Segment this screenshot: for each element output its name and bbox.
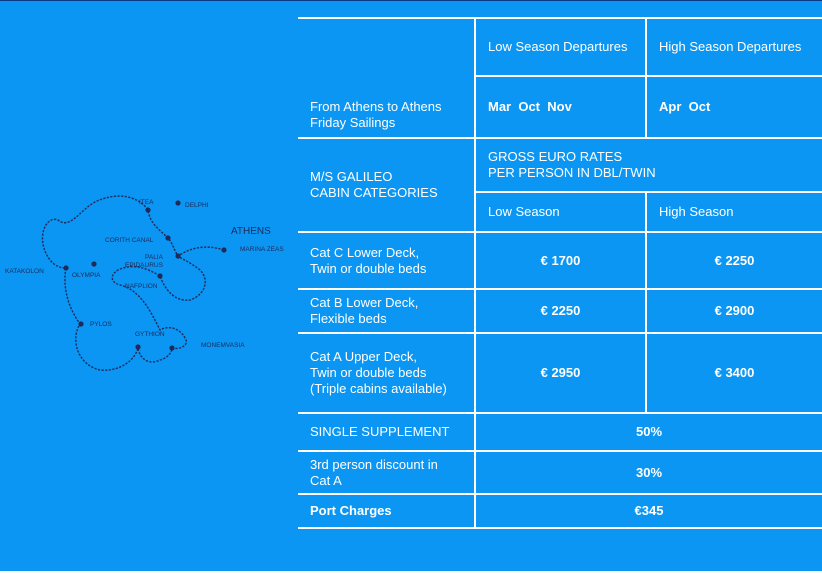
label-gythion: GYTHION <box>135 331 165 338</box>
single-supplement-label: SINGLE SUPPLEMENT <box>298 413 475 451</box>
low-season-months: Mar Oct Nov <box>475 76 646 138</box>
low-season-departures-header: Low Season Departures <box>475 18 646 76</box>
route-subtitle: Friday Sailings <box>310 115 396 130</box>
label-delphi: DELPHI <box>185 202 209 209</box>
high-season-months: Apr Oct <box>646 76 822 138</box>
third-person-line: Cat A <box>310 472 342 488</box>
high-season-header: High Season <box>646 192 822 232</box>
route-header-cell <box>298 18 475 138</box>
low-season-price: € 2950 <box>475 333 646 413</box>
label-katakolon: KATAKOLON <box>5 268 44 275</box>
rates-caption-line-2: PER PERSON IN DBL/TWIN <box>488 165 656 180</box>
cabin-label-line: Flexible beds <box>310 311 387 326</box>
cruise-route-map <box>0 190 290 390</box>
top-border <box>0 0 822 1</box>
gythion-dot <box>135 344 140 349</box>
epidaurus-dot <box>175 253 180 258</box>
label-corinth-canal: CORITH CANAL <box>105 237 154 244</box>
label-athens: ATHENS <box>231 226 271 237</box>
label-olympia: OLYMPIA <box>72 272 101 279</box>
port-charges-value: €345 <box>475 494 822 528</box>
olympia-dot <box>91 261 96 266</box>
cabin-label-line: Cat B Lower Deck, <box>310 295 419 310</box>
corinth-dot <box>165 235 170 240</box>
cabin-label <box>298 289 475 333</box>
cruise-rates-table <box>298 17 822 529</box>
rates-caption-line-1: GROSS EURO RATES <box>488 149 623 164</box>
high-season-price: € 3400 <box>646 333 822 413</box>
label-itea: ITEA <box>139 199 154 206</box>
low-season-header: Low Season <box>475 192 646 232</box>
nafplion-dot <box>157 273 162 278</box>
high-season-departures-header: High Season Departures <box>646 18 822 76</box>
table-row <box>298 333 822 413</box>
ship-name: M/S GALILEO <box>310 169 393 184</box>
cabin-label-line: Cat A Upper Deck, <box>310 349 417 364</box>
third-person-row <box>298 451 822 494</box>
third-person-label <box>298 451 475 494</box>
single-supplement-value: 50% <box>475 413 822 451</box>
third-person-value: 30% <box>475 451 822 494</box>
port-charges-label: Port Charges <box>298 494 475 528</box>
cabin-label-line: Twin or double beds <box>310 365 427 380</box>
cabin-label-line: (Triple cabins available) <box>310 381 447 396</box>
cabin-categories-header <box>298 138 475 232</box>
cabin-categories-label: CABIN CATEGORIES <box>310 185 438 200</box>
monemvasia-dot <box>169 345 174 350</box>
cabin-label <box>298 232 475 289</box>
label-palia: PALIA <box>145 254 163 261</box>
single-supplement-row <box>298 413 822 451</box>
rates-caption <box>475 138 822 192</box>
cabin-label <box>298 333 475 413</box>
delphi-dot <box>175 200 180 205</box>
route-title: From Athens to Athens <box>310 99 442 114</box>
label-pylos: PYLOS <box>90 321 112 328</box>
high-season-price: € 2250 <box>646 232 822 289</box>
pylos-dot <box>78 321 83 326</box>
route-map-svg <box>0 190 290 390</box>
low-season-price: € 2250 <box>475 289 646 333</box>
third-person-line: 3rd person discount in <box>310 456 438 472</box>
port-charges-row <box>298 494 822 528</box>
cabin-label-line: Twin or double beds <box>310 260 427 276</box>
athens-dot <box>221 247 226 252</box>
itea-dot <box>145 207 150 212</box>
cabin-label-line: Cat C Lower Deck, <box>310 244 420 260</box>
label-marina-zeas: MARINA ZEAS <box>240 246 284 253</box>
label-nafplion: NAFPLION <box>125 283 158 290</box>
table-row <box>298 289 822 333</box>
label-epidaurus: EPIDAURUS <box>125 262 163 269</box>
katakolon-dot <box>63 265 68 270</box>
high-season-price: € 2900 <box>646 289 822 333</box>
table-row <box>298 232 822 289</box>
low-season-price: € 1700 <box>475 232 646 289</box>
label-monemvasia: MONEMVASIA <box>201 342 245 349</box>
